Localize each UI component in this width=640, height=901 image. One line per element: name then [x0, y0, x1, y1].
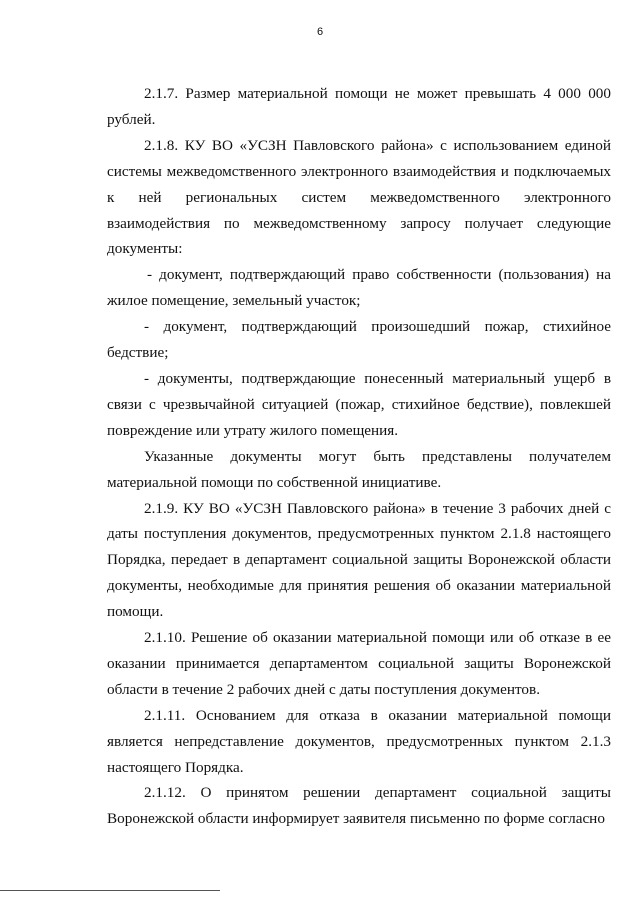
paragraph-2-1-8: 2.1.8. КУ ВО «УСЗН Павловского района» с использованием единой системы межведомственного электронного взаимодействия и подключаемых к ней региональных систем межведомственного электронного взаимодействия по межведомственному запросу получает следующие документы: [107, 136, 611, 258]
paragraph-2-1-11: 2.1.11. Основанием для отказа в оказании материальной помощи является непредставление документов, предусмотренных пунктом 2.1.3 настоящего Порядка. [107, 706, 611, 776]
paragraph-2-1-7: 2.1.7. Размер материальной помощи не может превышать 4 000 000 рублей. [107, 85, 611, 128]
page-number: 6 [316, 26, 324, 38]
paragraph-own-initiative: Указанные документы могут быть представлены получателем материальной помощи по собственной инициативе. [107, 447, 611, 491]
document-body [107, 81, 611, 832]
footer-rule [0, 890, 220, 891]
list-item-damage-documents: - документы, подтверждающие понесенный материальный ущерб в связи с чрезвычайной ситуацией (пожар, стихийное бедствие), повлекшей повреждение или утрату жилого помещения. [107, 369, 611, 439]
paragraph-2-1-10: 2.1.10. Решение об оказании материальной помощи или об отказе в ее оказании принимается департаментом социальной защиты Воронежской области в течение 2 рабочих дней с даты поступления документов. [107, 629, 611, 698]
list-item-ownership-document: - документ, подтверждающий право собственности (пользования) на жилое помещение, земельный участок; [107, 266, 611, 310]
paragraph-2-1-12: 2.1.12. О принятом решении департамент социальной защиты Воронежской области информирует заявителя письменно по форме согласно [107, 784, 611, 828]
paragraph-2-1-9: 2.1.9. КУ ВО «УСЗН Павловского района» в течение 3 рабочих дней с даты поступления документов, предусмотренных пунктом 2.1.8 настоящего Порядка, передает в департамент социальной защиты Воронежской области документы, необходимые для принятия решения об оказании материальной помощи. [107, 499, 611, 621]
list-item-fire-document: - документ, подтверждающий произошедший пожар, стихийное бедствие; [107, 318, 611, 362]
